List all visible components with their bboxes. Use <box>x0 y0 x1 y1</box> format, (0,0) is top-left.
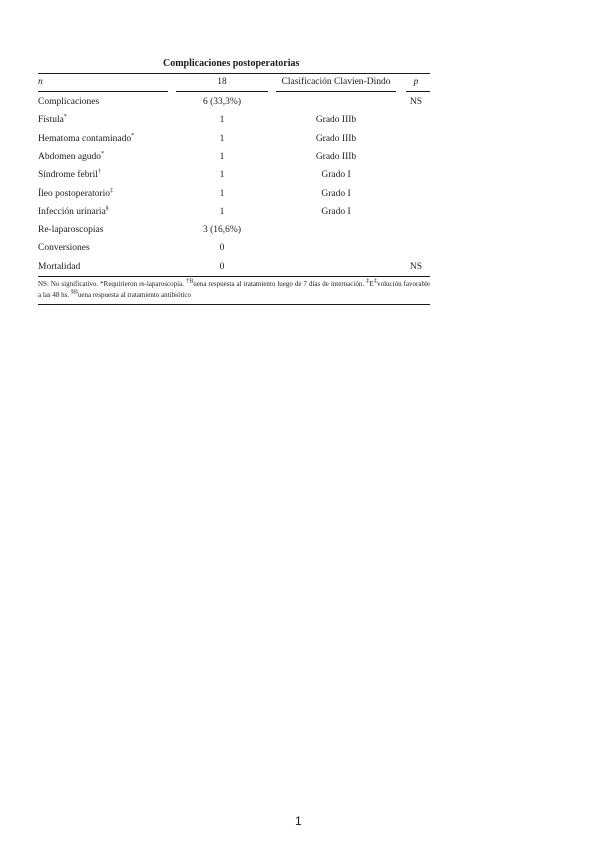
header-n: n <box>38 77 43 87</box>
mid-rule <box>38 276 430 277</box>
row-grade: Grado IIIb <box>315 134 357 144</box>
row-value: 1 <box>219 170 225 180</box>
row-p: NS <box>409 97 423 107</box>
row-label: Abdomen agudo* <box>38 150 105 162</box>
row-label: Fístula* <box>38 113 67 125</box>
header-count: 18 <box>217 77 227 87</box>
row-label: Complicaciones <box>38 97 100 107</box>
footnote-marker: † <box>97 168 101 175</box>
row-value: 3 (16,6%) <box>203 225 241 235</box>
row-label: Íleo postoperatorio‡ <box>38 187 114 199</box>
header-rule-classification <box>276 91 396 92</box>
page-number: 1 <box>295 814 302 828</box>
footnote-marker: § <box>105 205 109 212</box>
footnote-marker: * <box>101 150 105 157</box>
bottom-rule <box>38 304 430 305</box>
row-value: 6 (33,3%) <box>203 97 241 107</box>
header-rule-n <box>38 91 168 92</box>
row-grade: Grado IIIb <box>315 115 357 125</box>
row-label: Hematoma contaminado* <box>38 132 135 144</box>
row-label: Infección urinaria§ <box>38 205 109 217</box>
row-label: Conversiones <box>38 243 90 253</box>
row-value: 1 <box>219 189 225 199</box>
top-rule <box>38 73 430 74</box>
footnote-marker: ‡ <box>110 187 114 194</box>
row-value: 1 <box>219 134 225 144</box>
row-p: NS <box>409 262 423 272</box>
row-grade: Grado IIIb <box>315 152 357 162</box>
footnote-marker: * <box>63 113 67 120</box>
header-rule-count <box>176 91 268 92</box>
header-classification: Clasificación Clavien-Dindo <box>281 77 391 87</box>
row-grade: Grado I <box>321 170 351 180</box>
header-rule-p <box>406 91 430 92</box>
row-grade: Grado I <box>321 207 351 217</box>
header-p: p <box>413 77 419 87</box>
row-value: 0 <box>219 262 225 272</box>
row-label: Mortalidad <box>38 262 81 272</box>
row-label: Síndrome febril† <box>38 168 101 180</box>
row-value: 0 <box>219 243 225 253</box>
row-label: Re-laparoscopias <box>38 225 104 235</box>
row-value: 1 <box>219 207 225 217</box>
table-title: Complicaciones postoperatorias <box>163 58 300 69</box>
footnote-marker: * <box>131 132 135 139</box>
row-grade: Grado I <box>321 189 351 199</box>
table-footnote: NS: No significativo. *Requirieron re-laparoscopia. $^{\dagger B}$uena respuesta al tratamiento luego de 7 días de internación. ‡E‡volución favorable a las 48 hs. $^{\S B}$uena respuesta al tratamiento antibiótico <box>38 278 431 299</box>
row-value: 1 <box>219 115 225 125</box>
row-value: 1 <box>219 152 225 162</box>
